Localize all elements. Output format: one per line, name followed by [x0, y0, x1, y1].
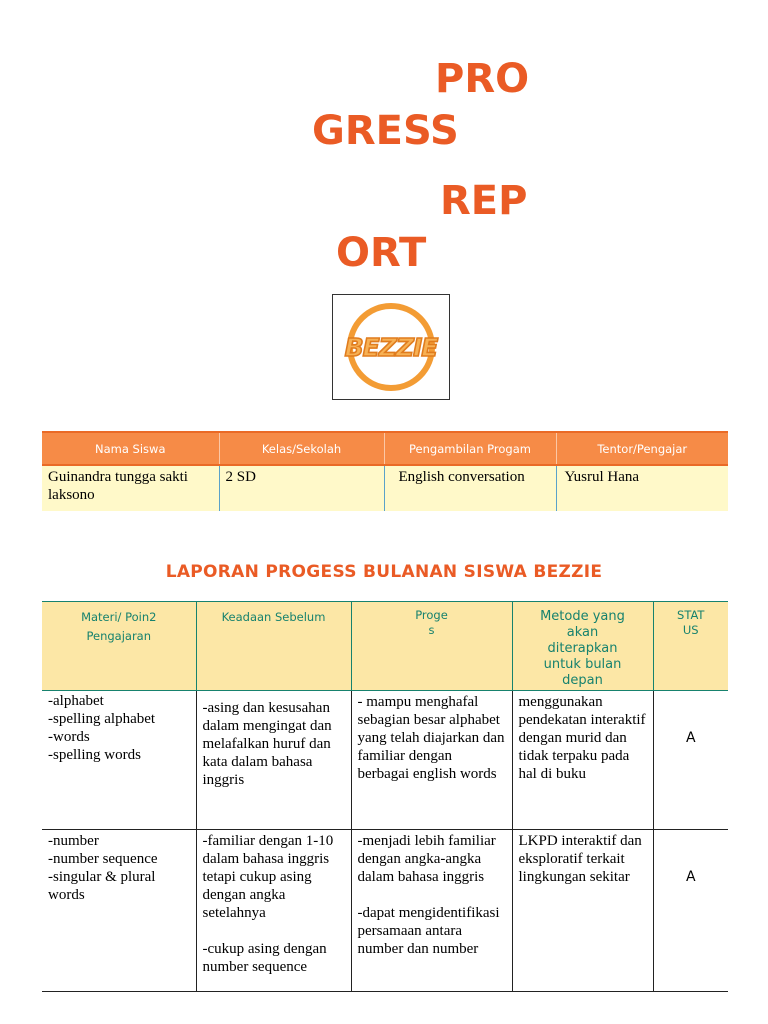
header-metode-line: depan — [562, 673, 603, 688]
logo-text: BEZZIE — [344, 333, 438, 362]
materi-item: -number sequence — [48, 851, 158, 867]
student-info-header-row — [42, 432, 728, 465]
cell-progres — [351, 691, 512, 830]
materi-item: -words — [48, 729, 90, 745]
table-row — [42, 691, 728, 830]
metode-text: menggunakan pendekatan interaktif dengan murid dan tidak terpaku pada hal di buku — [518, 694, 646, 782]
header-status-line: US — [682, 623, 699, 637]
metode-text: LKPD interaktif dan eksploratif terkait lingkungan sekitar — [518, 833, 642, 885]
header-pengambilan-progam: Pengambilan Progam — [384, 432, 556, 465]
progres-text: - mampu menghafal sebagian besar alphabet yang telah diajarkan dan familiar dengan berbagai english words — [357, 694, 505, 782]
value-nama-siswa: Guinandra tungga sakti laksono — [42, 465, 219, 511]
header-nama-siswa: Nama Siswa — [42, 432, 219, 465]
table-row — [42, 830, 728, 992]
cell-keadaan-sebelum — [196, 691, 351, 830]
header-progres — [351, 602, 512, 691]
header-status — [653, 602, 728, 691]
progress-header-row — [42, 602, 728, 691]
header-metode-line: akan — [566, 625, 599, 640]
section-heading: LAPORAN PROGESS BULANAN SISWA BEZZIE — [165, 562, 603, 582]
cell-materi — [42, 691, 196, 830]
header-materi-line: Pengajaran — [86, 629, 152, 643]
header-keadaan-line: Keadaan Sebelum — [221, 610, 326, 624]
cell-progres — [351, 830, 512, 992]
page-title-line-1: PRO — [435, 56, 530, 102]
header-metode-line: Metode yang — [540, 609, 625, 624]
cell-status: A — [653, 691, 728, 830]
header-materi-line: Materi/ Poin2 — [81, 610, 157, 624]
progress-report-table — [42, 601, 728, 992]
sebelum-text: -familiar dengan 1-10 dalam bahasa inggris tetapi cukup asing dengan angka setelahnya — [202, 833, 334, 921]
header-materi — [42, 602, 196, 691]
header-metode-line: diterapkan — [547, 641, 618, 656]
header-progres-line: s — [428, 623, 435, 637]
sebelum-text: -asing dan kesusahan dalam mengingat dan melafalkan huruf dan kata dalam bahasa inggris — [202, 700, 332, 788]
cell-status: A — [653, 830, 728, 992]
progres-text: -menjadi lebih familiar dengan angka-angka dalam bahasa inggris — [357, 833, 496, 885]
bezzie-logo — [332, 294, 450, 400]
cell-metode — [512, 691, 653, 830]
sebelum-text: -cukup asing dengan number sequence — [202, 941, 327, 975]
materi-item: -singular & plural words — [48, 869, 156, 903]
page-title-line-4: ORT — [336, 230, 427, 276]
header-metode-line: untuk bulan — [543, 657, 622, 672]
materi-item: -spelling words — [48, 747, 141, 763]
cell-metode — [512, 830, 653, 992]
header-metode — [512, 602, 653, 691]
cell-keadaan-sebelum — [196, 830, 351, 992]
page-title-line-3: REP — [440, 178, 528, 224]
header-progres-line: Proge — [415, 608, 448, 622]
header-kelas-sekolah: Kelas/Sekolah — [219, 432, 384, 465]
student-info-value-row — [42, 465, 728, 511]
value-tentor-pengajar: Yusrul Hana — [556, 465, 728, 511]
header-keadaan-sebelum — [196, 602, 351, 691]
materi-item: -spelling alphabet — [48, 711, 156, 727]
bezzie-logo-graphic — [333, 295, 449, 399]
materi-item: -alphabet — [48, 693, 104, 709]
student-info-table — [42, 431, 728, 511]
value-pengambilan-progam: English conversation — [384, 465, 556, 511]
progres-text: -dapat mengidentifikasi persamaan antara number dan number — [357, 905, 500, 957]
header-tentor-pengajar: Tentor/Pengajar — [556, 432, 728, 465]
materi-item: -number — [48, 833, 99, 849]
page-title-line-2: GRESS — [312, 108, 459, 154]
value-kelas-sekolah: 2 SD — [219, 465, 384, 511]
header-status-line: STAT — [677, 608, 705, 622]
cell-materi — [42, 830, 196, 992]
